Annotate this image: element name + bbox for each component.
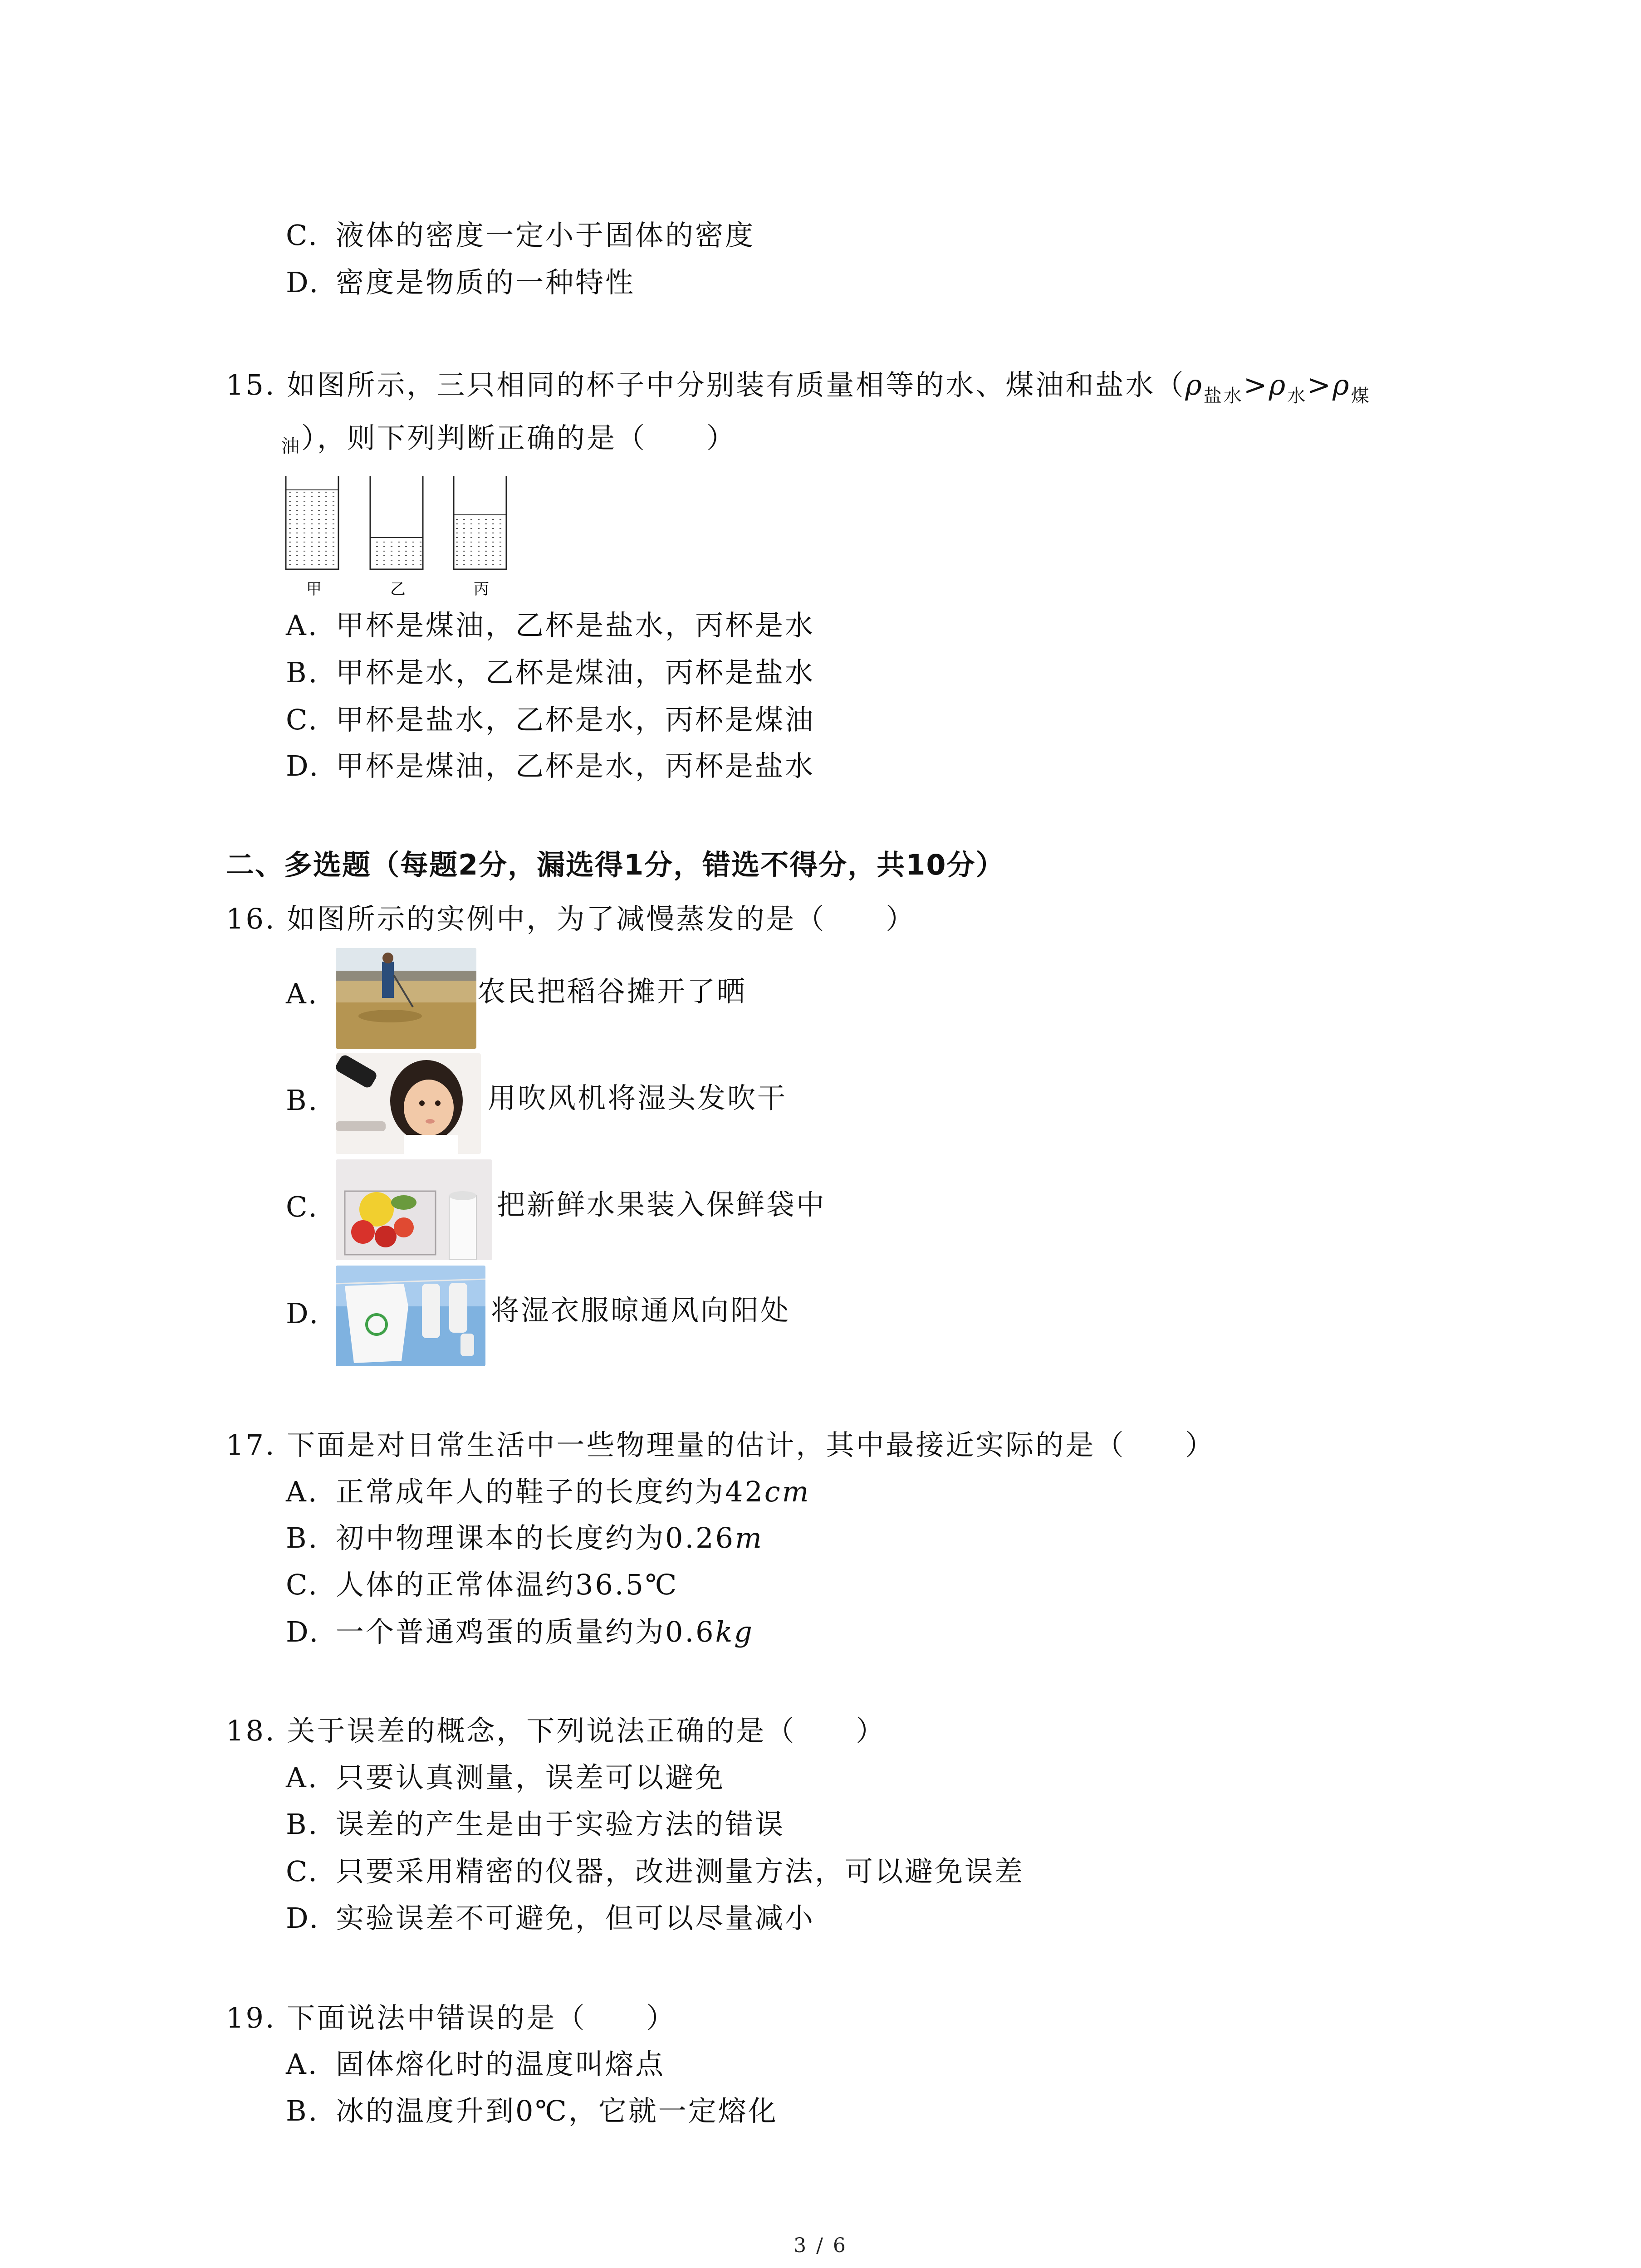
q18-option-b: B. 误差的产生是由于实验方法的错误: [286, 1808, 785, 1841]
q17-option-a: A. 正常成年人的鞋子的长度约为42cm: [286, 1475, 811, 1508]
section-heading: 二、多选题（每题2分，漏选得1分，错选不得分，共10分）: [226, 848, 1005, 881]
q14-option-c: C. 液体的密度一定小于固体的密度: [286, 219, 755, 252]
q16-option-b-text: 用吹风机将湿头发吹干: [488, 1081, 788, 1114]
question-number: 17.: [226, 1428, 276, 1461]
q16-option-d-text: 将湿衣服晾通风向阳处: [491, 1294, 791, 1327]
q17-stem: 17. 下面是对日常生活中一些物理量的估计，其中最接近实际的是（ ）: [226, 1428, 1215, 1461]
q18-option-c: C. 只要采用精密的仪器，改进测量方法，可以避免误差: [286, 1855, 1025, 1888]
farmer-drying-grain-photo: [336, 948, 476, 1049]
question-number: 16.: [226, 902, 276, 935]
cup-yi: [370, 476, 423, 569]
cup-jia: [286, 476, 338, 569]
q16-option-c-label: C.: [286, 1190, 319, 1223]
q18-option-d: D. 实验误差不可避免，但可以尽量减小: [286, 1901, 815, 1935]
fruit-in-plastic-wrap-photo: [336, 1159, 492, 1260]
q15-option-c: C. 甲杯是盐水，乙杯是水，丙杯是煤油: [286, 703, 815, 736]
q17-option-c: C. 人体的正常体温约36.5℃: [286, 1568, 679, 1601]
clothes-drying-line-photo: [336, 1266, 485, 1366]
q15-stem-line1: 15. 如图所示，三只相同的杯子中分别装有质量相等的水、煤油和盐水（$\rho_{盐水}>\rho_水>\rho_煤$: [226, 368, 1371, 406]
q15-stem-line2: 油），则下列判断正确的是（ ）: [281, 421, 737, 457]
three-cups-diagram: [281, 472, 535, 608]
q16-option-b-label: B.: [286, 1084, 319, 1117]
page-number: 3 / 6: [794, 2234, 847, 2257]
q16-stem: 16. 如图所示的实例中，为了减慢蒸发的是（ ）: [226, 902, 916, 935]
q14-option-d: D. 密度是物质的一种特性: [286, 266, 636, 299]
question-number: 18.: [226, 1714, 276, 1747]
q19-stem: 19. 下面说法中错误的是（ ）: [226, 2001, 676, 2034]
q16-option-a-label: A.: [286, 977, 319, 1010]
q15-option-b: B. 甲杯是水，乙杯是煤油，丙杯是盐水: [286, 656, 815, 689]
q17-option-d: D. 一个普通鸡蛋的质量约为0.6kg: [286, 1615, 754, 1648]
cup-label-bing: 丙: [474, 580, 489, 598]
q17-option-b: B. 初中物理课本的长度约为0.26m: [286, 1521, 764, 1554]
q19-option-b: B. 冰的温度升到0℃，它就一定熔化: [286, 2094, 778, 2127]
q15-option-a: A. 甲杯是煤油，乙杯是盐水，丙杯是水: [286, 609, 815, 642]
question-number: 19.: [226, 2001, 276, 2034]
hair-dryer-child-photo: [336, 1053, 481, 1154]
q16-option-c-text: 把新鲜水果装入保鲜袋中: [497, 1188, 827, 1221]
question-number: 15.: [226, 368, 276, 401]
q18-stem: 18. 关于误差的概念，下列说法正确的是（ ）: [226, 1714, 886, 1747]
q19-option-a: A. 固体熔化时的温度叫熔点: [286, 2048, 666, 2081]
q16-option-a-text: 农民把稻谷摊开了晒: [477, 975, 747, 1008]
cup-label-yi: 乙: [390, 580, 406, 598]
q15-option-d: D. 甲杯是煤油，乙杯是水，丙杯是盐水: [286, 749, 815, 782]
cup-label-jia: 甲: [306, 580, 322, 598]
q18-option-a: A. 只要认真测量，误差可以避免: [286, 1761, 725, 1794]
q16-option-d-label: D.: [286, 1297, 320, 1330]
cup-bing: [454, 476, 506, 569]
